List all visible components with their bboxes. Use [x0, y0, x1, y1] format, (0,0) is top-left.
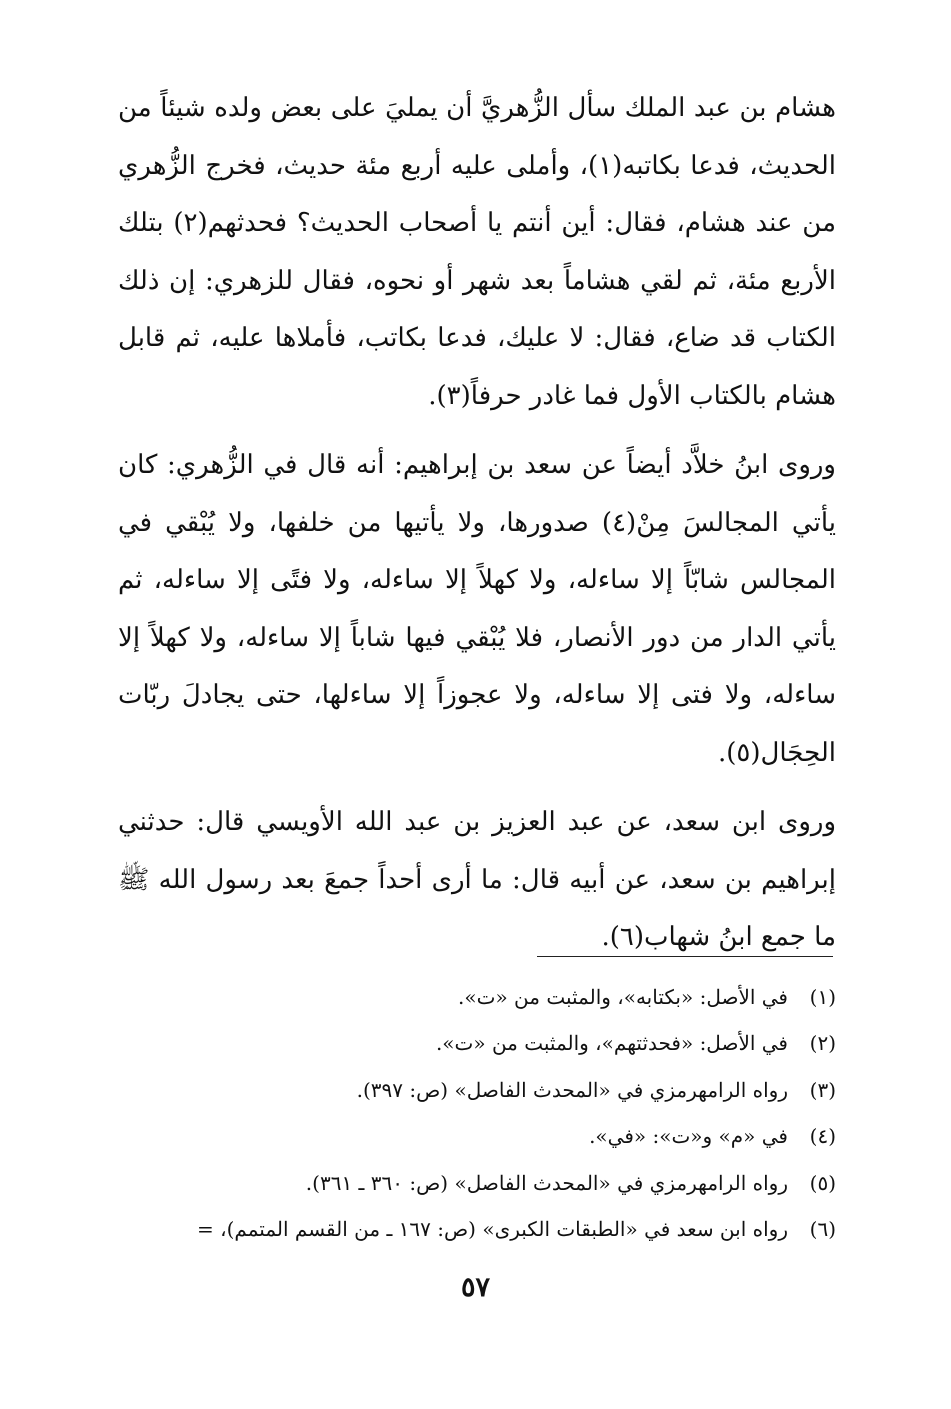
- footnote-text: رواه ابن سعد في «الطبقات الكبرى» (ص: ١٦٧ ـ من القسم المتمم)، =: [197, 1217, 788, 1242]
- footnote-text: رواه الرامهرمزي في «المحدث الفاصل» (ص: ٣٩٧).: [356, 1077, 788, 1102]
- paragraph-1: هشام بن عبد الملك سأل الزُّهريَّ أن يمليَ على بعض ولده شيئاً من الحديث، فدعا بكاتبه(١)، وأملى عليه أربع مئة حديث، فخرج الزُّهري من عند هشام، فقال: أين أنتم يا أصحاب الحديث؟ فحدثهم(٢) بتلك الأربع مئة، ثم لقي هشاماً بعد شهر أو نحوه، فقال للزهري: إن ذلك الكتاب قد ضاع، فقال: لا عليك، فدعا بكاتب، فأملاها عليه، ثم قابل هشام بالكتاب الأول فما غادر حرفاً(٣).: [118, 93, 837, 411]
- paragraph-3: وروى ابن سعد، عن عبد العزيز بن عبد الله الأويسي قال: حدثني إبراهيم بن سعد، عن أبيه قال: ما أرى أحداً جمعَ بعد رسول الله ﷺ ما جمع ابنُ شهاب(٦).: [118, 807, 836, 952]
- footnote-number: (١): [809, 985, 836, 1009]
- main-text: [118, 80, 836, 967]
- footnote-text: في الأصل: «بكتابه»، والمثبت من «ت».: [458, 985, 788, 1009]
- footnote-3: [118, 1067, 836, 1113]
- footnote-number: (٢): [809, 1031, 836, 1056]
- footnotes: [118, 974, 836, 1252]
- footnote-1: [118, 974, 836, 1020]
- footnote-text: في «م» و«ت»: «في».: [589, 1124, 788, 1149]
- paragraph-2: وروى ابنُ خلاَّد أيضاً عن سعد بن إبراهيم: أنه قال في الزُّهري: كان يأتي المجالسَ مِنْ(٤) صدورها، ولا يأتيها من خلفها، ولا يُبْقي في المجالس شابّاً إلا ساءله، ولا كهلاً إلا ساءله، ولا فتًى إلا ساءله، ثم يأتي الدار من دور الأنصار، فلا يُبْقي فيها شاباً إلا ساءله، ولا كهلاً إلا ساءله، ولا فتى إلا ساءله، ولا عجوزاً إلا ساءلها، حتى يجادلَ ربّات الحِجَال(٥).: [118, 450, 836, 768]
- footnote-text: في الأصل: «فحدثتهم»، والمثبت من «ت».: [435, 1031, 788, 1056]
- footnote-number: (٥): [809, 1170, 836, 1195]
- footnote-number: (٦): [809, 1217, 836, 1242]
- footnote-5: [118, 1160, 836, 1206]
- footnote-4: [118, 1113, 836, 1159]
- footnote-number: (٤): [809, 1124, 836, 1149]
- footnote-separator: [537, 956, 833, 957]
- page-number: ٥٧: [460, 1272, 490, 1303]
- footnote-number: (٣): [809, 1077, 836, 1102]
- footnote-text: رواه الرامهرمزي في «المحدث الفاصل» (ص: ٣٦٠ ـ ٣٦١).: [305, 1170, 788, 1195]
- footnote-6: [118, 1206, 836, 1252]
- footnote-2: [118, 1020, 836, 1066]
